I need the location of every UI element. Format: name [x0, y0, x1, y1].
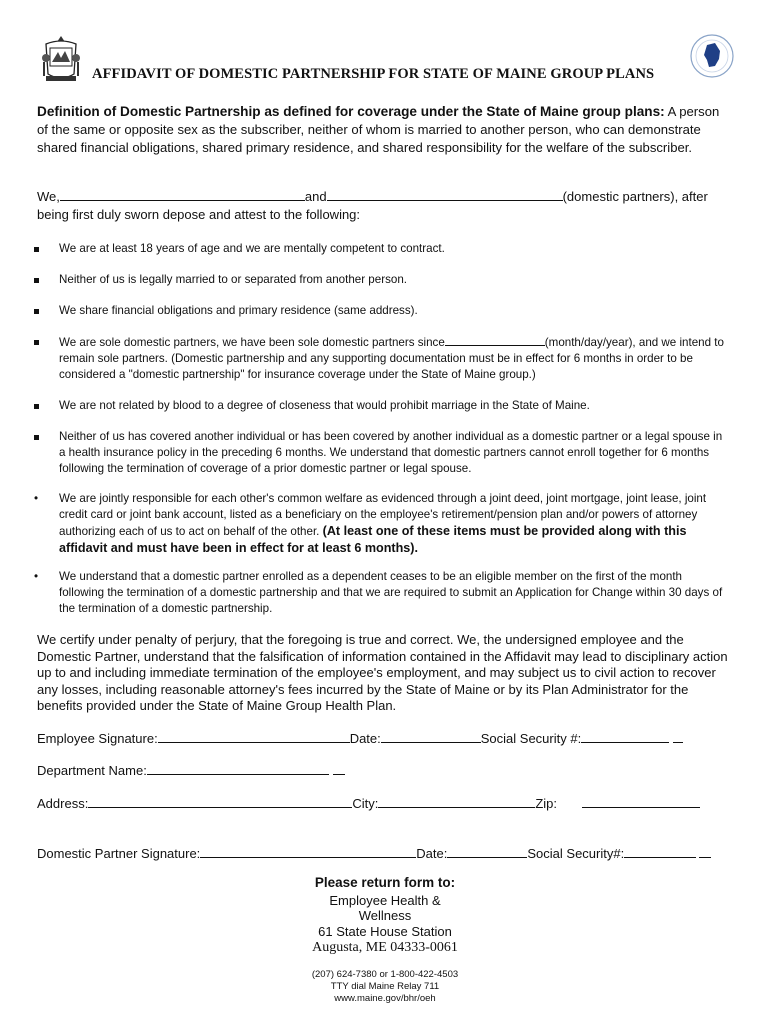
partner-ssn-field[interactable]	[624, 845, 696, 858]
partner-date-field[interactable]	[447, 845, 527, 858]
department-row: Department Name:	[37, 762, 345, 778]
partner-two-name-field[interactable]	[327, 188, 563, 201]
address-row: Address: City: Zip:	[37, 795, 700, 811]
oath-we: We,	[37, 189, 60, 204]
state-seal-icon	[40, 34, 82, 84]
return-line-1: Employee Health &	[329, 893, 441, 908]
return-line-4: Augusta, ME 04333-0061	[312, 940, 458, 955]
bullet-dot-icon: •	[33, 492, 39, 505]
oath-rest: being first duly sworn depose and attest to the following:	[37, 207, 361, 222]
definition-paragraph	[37, 103, 727, 157]
oath-partners: (domestic partners), after	[562, 189, 708, 204]
bullet-square-icon	[30, 398, 42, 414]
maine-logo-icon	[689, 33, 735, 79]
bullet-square-icon	[30, 334, 42, 350]
definition-text: A person of the same or opposite sex as the subscriber, neither of whom is married to another person, who can demonstrate shared financial obligations, shared primary residence, and shared responsibility for the welfare of the subscriber.	[37, 104, 720, 155]
oath-paragraph	[37, 188, 729, 224]
employee-date-field[interactable]	[381, 730, 481, 743]
oath-and: and	[304, 189, 327, 204]
employee-signature-row: Employee Signature: Date: Social Security #:	[37, 730, 683, 746]
address-field[interactable]	[88, 795, 352, 808]
required-items-note: (At least one of these items must be provided along with this affidavit and must have been in effect for at least 6 months).	[59, 524, 687, 555]
return-tty: TTY dial Maine Relay 711	[330, 981, 440, 992]
form-title: AFFIDAVIT OF DOMESTIC PARTNERSHIP FOR STATE OF MAINE GROUP PLANS	[92, 66, 655, 82]
bullet-square-icon	[30, 272, 42, 288]
bullet-square-icon	[30, 429, 42, 445]
definition-lead: Definition of Domestic Partnership as defined for coverage under the State of Maine group plans:	[37, 104, 665, 119]
employee-signature-field[interactable]	[158, 730, 350, 743]
partner-signature-row: Domestic Partner Signature: Date: Social Security#:	[37, 845, 711, 861]
employee-ssn-field[interactable]	[581, 730, 669, 743]
partnership-start-date-field[interactable]	[445, 334, 545, 346]
partner-one-name-field[interactable]	[60, 188, 305, 201]
return-heading: Please return form to:	[314, 875, 456, 890]
return-line-2: Wellness	[358, 908, 412, 923]
certification-paragraph: We certify under penalty of perjury, that the foregoing is true and correct. We, the undersigned employee and the Domestic Partner, understand that the falsification of information contained in the Affidavit may lead to disciplinary action up to and including immediate termination of the employee's employment, and may subject us to civil action to recover any losses, including reasonable attorney's fees incurred by the State of Maine or by its Plan Administrator for the benefits provided under the State of Maine Group Health Plan.	[37, 632, 728, 713]
city-field[interactable]	[378, 795, 535, 808]
return-phone: (207) 624-7380 or 1-800-422-4503	[311, 969, 459, 980]
partner-signature-field[interactable]	[200, 845, 416, 858]
partner-ssn-trail	[699, 845, 711, 858]
department-name-field[interactable]	[147, 762, 329, 775]
return-web-link[interactable]: www.maine.gov/bhr/oeh	[334, 993, 436, 1004]
bullet-square-icon	[30, 241, 42, 257]
return-line-3: 61 State House Station	[318, 924, 452, 939]
zip-field[interactable]	[582, 795, 700, 808]
employee-ssn-trail	[673, 730, 683, 743]
department-trail	[333, 762, 345, 775]
bullet-square-icon	[30, 303, 42, 319]
bullet-dot-icon: •	[33, 570, 39, 583]
